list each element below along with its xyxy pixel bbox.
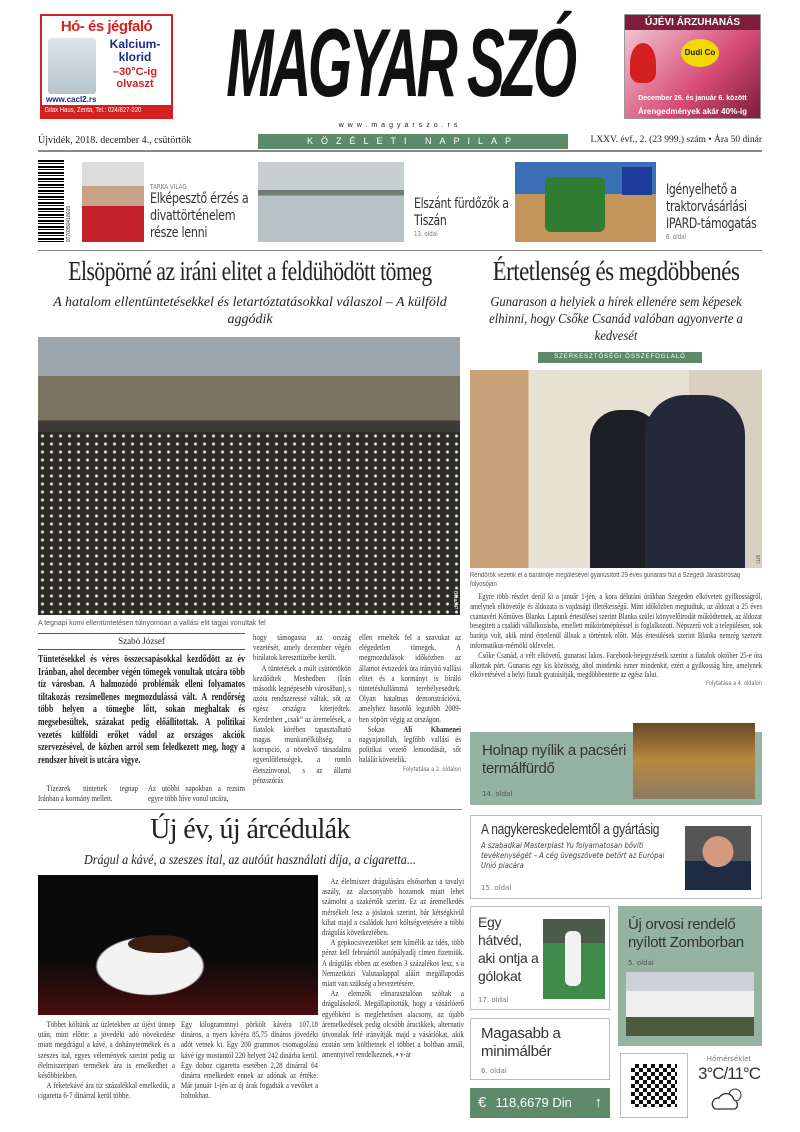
- tractor-image: [545, 177, 605, 232]
- paragraph: Az utóbbi napokban a rezsim egyre több híve vonul utcára,: [148, 784, 245, 804]
- euro-rate: 118,6679 Din: [495, 1095, 572, 1110]
- third-col3: [322, 877, 464, 1061]
- barcode-number: 9770350418015: [66, 205, 72, 242]
- teaser-photo-tractor[interactable]: [515, 162, 656, 242]
- paragraph: A gépkocsivezetőket sem kímélik az idén, több pénzt kell februártól autópályadíj címen fizetniük. A drágulás ebben az esetben 3 százalékos lesz, s a Nemzetközi Valutaalappal aláírt megállapodás miatt van szükség a bevezetésére.: [322, 938, 464, 989]
- lead-caption: A tegnapi komi ellentüntetésen túlnyomóan a vallási elit tagjai vonultak fel: [38, 620, 266, 627]
- coffee-cup-photo[interactable]: [38, 875, 318, 1015]
- ad-product: Kalcium-klorid: [109, 37, 161, 64]
- ad-title: ÚJÉVI ÁRZUHANÁS: [625, 15, 760, 30]
- ad-offer: Árengedmények akár 40%-ig: [638, 107, 747, 116]
- ad-footer-bar: [42, 105, 171, 117]
- coffee-image: [128, 935, 190, 953]
- ad-new-year-sale[interactable]: [624, 14, 761, 119]
- third-col1: [38, 1020, 175, 1102]
- person-name: Ali Khamenei: [403, 724, 461, 734]
- lead-col2: [148, 784, 245, 804]
- website-url[interactable]: www.magyarszo.rs: [338, 122, 462, 129]
- paragraph: Az elemzők elmarasztalóan szóltak a drágulásokról. Megállapították, hogy a vásárlóerő egyébként is meglehetősen alacsony, az újabb áremelkedések pedig olcsóbb árucikkek, alternatív útvonalak felé irányítják majd a vásárlókat, akik ezután sem költhetnek el többet a boltban annál, amennyivel rendelkeznek. ▪ v-ár: [322, 989, 464, 1060]
- ad-url: www.cacl2.rs: [46, 95, 97, 104]
- paragraph: Tízezrek tüntettek tegnap Iránban a kormány mellett.: [38, 784, 138, 804]
- lead-author: Szabó József: [38, 633, 245, 650]
- football-photo: [543, 919, 605, 999]
- teaser-ipard[interactable]: [666, 182, 764, 241]
- ad-title: Hó- és jégfaló: [60, 18, 153, 35]
- text: Sokan: [367, 724, 404, 734]
- teaser-tisza[interactable]: [414, 196, 512, 238]
- section-label: SZERKESZTŐSÉGI ÖSSZEFOGLALÓ: [538, 352, 702, 363]
- teaser-rule: [38, 250, 762, 251]
- ad-calcium-chloride[interactable]: [40, 14, 173, 119]
- issue-number-price: LXXV. évf., 2. (23 999.) szám • Ára 50 dinár: [590, 135, 762, 145]
- lead-intro: Tüntetésekkel és véres összecsapásokkal kezdődött az év Iránban, ahol december végén tömegek vonultak utcára több tíz városban. A halmozódó problémák elleni folyamatos tiltakozás rezsimellenes megmozdulássá vált. A rendőrség több helyen a tömegbe lőtt, sokan meghaltak és megsebesültek, százakat pedig előállítottak. A politikai vezetés külföldi erőket vádol az országos akciók szervezésével, de közben arról sem feledkezett meg, hogy a rendszer híveit is utcára vigye.: [38, 654, 245, 766]
- header-rule: [38, 150, 762, 152]
- weather-widget: [693, 1055, 765, 1118]
- card-title: Holnap nyílik a pacséri termálfürdő: [482, 742, 627, 777]
- second-subtitle: Gunarason a helyiek a hírek ellenére sem képesek elhinni, hogy Csőke Csanád valóban agyonverte a kedvesét: [489, 295, 743, 344]
- second-headline[interactable]: Értetlenség és megdöbbenés: [492, 256, 740, 286]
- photo-credit: MTI: [754, 555, 760, 564]
- lead-subtitle: A hatalom ellentüntetésekkel és letartóztatásokkal válaszol – A külföld aggódik: [53, 295, 447, 327]
- teaser-title: Elképesztő érzés a divattörténelem része lenni: [150, 191, 249, 241]
- clinic-photo: [626, 972, 754, 1036]
- weather-temps: 3°C/11°C: [698, 1064, 760, 1083]
- paragraph: Egyre több részlet derül ki a január 1-jén, a kora délutáni órákban Szegeden elkövetett gyilkosságról, amelynek elkövetője és áldozata is vajdasági illetékességű. Mint időközben megtudtuk, az áldozat a 25 éves csantavéri Kőműves Blanka. Lapunk értesülései szerint Blanka szülei könyvelőirodát működtetnek, az áldozat besegített a családi vállalkozásba, emellett műkörömépítéssel is foglalkozott. Népszerű volt a településen, sok barátja volt, akik mind értetlenül állnak a történtek előtt. Más értesülések szerint Blanka nemrég szerzett informatikus-mérnöki oklevelet.: [470, 592, 762, 650]
- second-body: [470, 592, 762, 687]
- issue-date: Újvidék, 2018. december 4., csütörtök: [38, 135, 192, 146]
- card-desc: A szabadkai Masterplast Yu folyamatosan bővíti tevékenységét – A cég üvegszövete betört az Európai Unió piacára: [481, 841, 665, 870]
- qr-code-icon: [631, 1064, 677, 1107]
- ad-claim: –30°C-ig olvaszt: [112, 66, 158, 90]
- card-title: Magasabb a minimálbér: [481, 1025, 561, 1060]
- continued-link[interactable]: Folytatása a 2. oldalon: [403, 765, 461, 773]
- paragraph: ellen emelték fel a szavukat az elégedetlen tömegek. A megmozdulások időközben az államot évtizedek óta irányító vallási elitet és a kormányt is bíráló tüntetéshullámmá terebélyesedtek. Olyan hatalmas demonstrációvá, amelyhez hasonló legutóbb 2009-ben söpört végig az országon.: [359, 633, 461, 724]
- card-page: 14. oldal: [482, 790, 513, 798]
- crowd-image: [38, 432, 460, 615]
- product-bag-image: [48, 38, 96, 94]
- lead-col1: [38, 784, 138, 804]
- spa-photo[interactable]: [633, 723, 755, 799]
- teaser-title: Igényelhető a traktorvásárlási IPARD-támogatás: [666, 182, 757, 232]
- officer-figure: [645, 395, 745, 568]
- player-figure: [565, 931, 581, 986]
- partly-cloudy-icon: [709, 1085, 749, 1113]
- paragraph: [359, 725, 461, 766]
- lead-photo-protest[interactable]: [38, 337, 460, 615]
- ad-brand-logo: Dudi Co: [681, 39, 719, 67]
- barcode-icon: [38, 160, 64, 242]
- section-rule: [38, 809, 462, 810]
- qr-code[interactable]: [620, 1053, 688, 1118]
- euro-exchange-rate[interactable]: [470, 1088, 610, 1118]
- continued-link[interactable]: Folytatása a 4. oldalon: [706, 680, 762, 688]
- teaser-title: Elszánt fürdőzők a Tiszán: [414, 196, 509, 229]
- card-title: A nagykereskedelemtől a gyártásig: [481, 821, 660, 838]
- third-col2: [181, 1020, 318, 1102]
- second-photo-police[interactable]: [470, 370, 762, 568]
- second-caption: Rendőrök vezetik el a barátnője megölésével gyanúsított 29 éves gunarasi fiút a Szegedi Járásbíróság folyosóján: [470, 572, 741, 588]
- businessman-photo: [685, 826, 751, 890]
- text: nagyajatollah, legfőbb vallási és politikai vezető lemondását, sőt halálát követelik.: [359, 735, 461, 765]
- paragraph: Egy kilogrammnyi pörkölt kávéra 107,18 dináros, a nyers kávéra 85,75 dináros jövedéki adót vetnek ki. Egy 200 grammos csomagolású kávé így mostantól 220 helyett 242 dinárba kerül. Egy doboz cigaretta esetében 2,28 dinárral 64 dinárra emelkedett ennek az adónak az értéke. Már január 1-jén az új árak fogadták a vevőket a boltokban.: [181, 1020, 318, 1101]
- tagline-band: KÖZÉLETI NAPILAP: [258, 134, 568, 149]
- card-page: 5. oldal: [628, 959, 654, 967]
- weather-label: Hőmérséklet: [706, 1055, 752, 1063]
- card-page: 17. oldal: [478, 996, 509, 1004]
- ad-footer: Gilax Haus, Zenta, Tel.: 024/827-220: [44, 107, 142, 114]
- paragraph: Csőke Csanád, a vélt elkövető, gunarasi lakos. Facebook-bejegyzéseik szerint a fiatalok október 25-e óta alkottak párt. Gunaras egy kis közösség, ahol mindenki ismer mindenkit, ezért a gyilkosság híre, amelynek elkövetésével a helyi fiatalt gyanúsítják, megdöbbentette az egész falut.: [470, 650, 762, 680]
- teaser-page: 6. oldal: [666, 233, 687, 241]
- lead-headline[interactable]: Elsöpörné az iráni elitet a feldühödött tömeg: [68, 256, 432, 286]
- paragraph: A feketekávé ára tíz százalékkal emelkedik, a cigaretta 6-7 dinárral kerül többe.: [38, 1081, 175, 1101]
- paragraph: A tüntetések a múlt csütörtökön kezdődtek Meshedben (Irán második legnépesebb városában), s azóta rendszeressé váltak, sőt az egész országra kiterjedtek. Kezdetben „csak” az áremelések, a fiatalok körében tapasztalható magas munkanélküliség, a korrupció, a növekvő társadalmi egyenlőtlenségek, a romló életszínvonal, s az állami pénzszórás: [253, 663, 351, 785]
- card-wage[interactable]: [470, 1018, 610, 1080]
- teaser-photo-river[interactable]: [258, 162, 404, 242]
- card-clinic[interactable]: [618, 906, 762, 1046]
- euro-icon: €: [478, 1094, 487, 1111]
- third-subtitle: Drágul a kávé, a szeszes ital, az autóút használati díja, a cigaretta...: [83, 852, 416, 867]
- lead-col3: [253, 633, 351, 786]
- teaser-photo-woman[interactable]: [82, 162, 144, 242]
- paragraph: Az élelmiszer drágulására elsősorban a tavalyi aszály, az alacsonyabb hozamok miatt lehet számolni a szakértők szerint. Ez az áremelkedés mérsékelt lesz a jóslatok szerint, bár kétségkívül kihat majd a családok havi költségvetésére a többi drágulás következtében.: [322, 877, 464, 938]
- paragraph: Többet költünk az üzletekben az újévi ünnep után, mint előtte: a jövedéki adó növekedése miatt megdrágul a kávé, a dohánytermékek és a szeszes ital, egyes vélemények szerint pedig az élelmiszeripari termékek ára is emelkedhet a későbbiekben.: [38, 1020, 175, 1081]
- lead-col4: [359, 633, 461, 773]
- card-title: Egy hátvéd, aki ontja a gólokat: [478, 914, 539, 984]
- card-page: 6. oldal: [481, 1067, 507, 1075]
- masthead: [215, 9, 585, 131]
- teaser-fashion[interactable]: [150, 183, 256, 242]
- arrow-up-icon: ↑: [594, 1094, 602, 1111]
- card-title: Új orvosi rendelő nyílott Zomborban: [628, 916, 744, 951]
- card-masterplast[interactable]: [470, 815, 762, 899]
- card-page: 15. oldal: [481, 884, 512, 892]
- teaser-page: 13. oldal: [414, 230, 438, 238]
- eu-flag-icon: [622, 167, 652, 195]
- santa-image: [630, 43, 656, 83]
- teaser-kicker: TARKA VILÁG: [150, 183, 187, 191]
- paragraph: hogy támogassa az ország vezetését, amely december végén bírálatok kereszttüzébe került.: [253, 633, 351, 663]
- third-headline[interactable]: Új év, új árcédulák: [150, 814, 350, 845]
- masthead-logo: MAGYAR SZÓ: [226, 9, 574, 118]
- ad-dates: December 26. és január 6. között: [638, 95, 747, 102]
- photo-credit: Beta/AP: [452, 590, 458, 609]
- card-football[interactable]: [470, 906, 610, 1010]
